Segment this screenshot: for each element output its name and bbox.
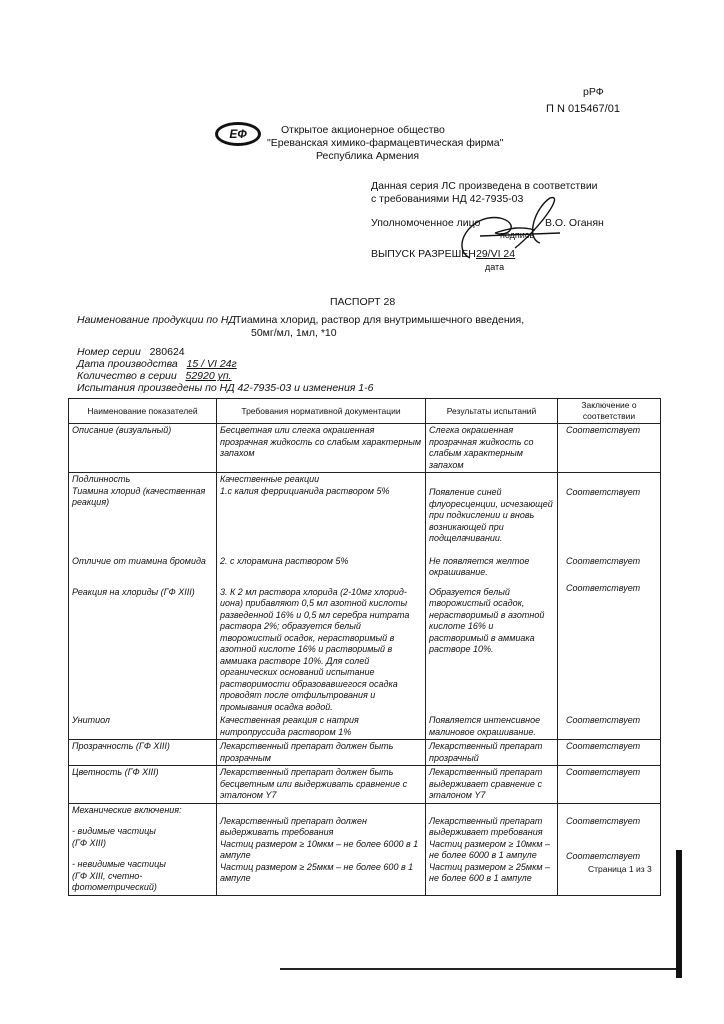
header-requirements: Требования нормативной документации	[217, 399, 426, 424]
cell-indicator: Подлинность Тиамина хлорид (качественная реакция)	[69, 473, 217, 555]
logo-text: ЕФ	[229, 127, 247, 141]
cell-requirement: Качественные реакции 1.с калия феррицианида раствором 5%	[217, 473, 426, 555]
company-line-2: "Ереванская химико-фармацевтическая фирма"	[267, 137, 504, 149]
release-date: 29/VI 24	[476, 248, 516, 260]
scan-edge	[676, 850, 682, 978]
header-indicator: Наименование показателей	[69, 399, 217, 424]
cell-requirement: 2. с хлорамина раствором 5%	[217, 555, 426, 583]
cell-requirement: 3. К 2 мл раствора хлорида (2-10мг хлорид-иона) прибавляют 0,5 мл азотной кислоты разведенной 16% и 0,5 мл серебра нитрата раствора 2%; образуется белый творожистый осадок, нерастворимый в азотной кислоте 16% и растворимый в аммиака растворе 10%. Для солей органических оснований испытание растворимости образовавшегося осадка проводят после отфильтрования и промывания осадка водой.	[217, 583, 426, 715]
mech-res-2: Частиц размером ≥ 10мкм – не более 6000 в 1 ампуле	[429, 838, 551, 860]
date-label: Дата производства	[77, 358, 178, 370]
product-line-2: 50мг/мл, 1мл, *10	[251, 327, 337, 339]
cell-result: Образуется белый творожистый осадок, нерастворимый в азотной кислоте 16% и растворимый в аммиака растворе 10%.	[426, 583, 558, 715]
registration-number: П N 015467/01	[546, 103, 620, 115]
header-conclusion: Заключение о соответствии	[558, 399, 661, 424]
batch-value: 280624	[149, 346, 185, 358]
authorized-label: Уполномоченное лицо	[371, 217, 481, 229]
cell-indicator: Цветность (ГФ XIII)	[69, 766, 217, 804]
cell-conclusion: Соответствует	[558, 766, 661, 804]
table-row-mechanical	[69, 803, 661, 895]
table-row	[69, 583, 661, 715]
cell-conclusion: Соответствует	[558, 424, 661, 473]
tests-line: Испытания произведены по НД 42-7935-03 и изменения 1-6	[77, 382, 374, 394]
mech-title: Механические включения:	[72, 804, 182, 815]
company-line-1: Открытое акционерное общество	[281, 124, 445, 136]
date-value: 15 / VI 24г	[186, 358, 237, 370]
cell-indicator: Прозрачность (ГФ XIII)	[69, 740, 217, 766]
cell-indicator: Реакция на хлориды (ГФ XIII)	[69, 583, 217, 715]
qty-value: 52920 уп.	[185, 370, 232, 382]
release-label: ВЫПУСК РАЗРЕШЕН	[371, 248, 476, 260]
cell-conclusion: Соответствует	[558, 583, 661, 715]
product-line-1: Тиамина хлорид, раствор для внутримышечного введения,	[235, 314, 525, 326]
table-row	[69, 555, 661, 583]
cell-result: Слегка окрашенная прозрачная жидкость со слабым характерным запахом	[426, 424, 558, 473]
bottom-rule	[280, 968, 680, 970]
cell-indicator	[69, 803, 217, 895]
cell-result: Лекарственный препарат выдерживает сравнение с эталоном Y7	[426, 766, 558, 804]
page-number: Страница 1 из 3	[588, 864, 652, 874]
mech-req-3: Частиц размером ≥ 25мкм – не более 600 в 1 ампуле	[220, 861, 414, 883]
table-row	[69, 473, 661, 555]
mech-visible: - видимые частицы (ГФ XIII)	[72, 826, 156, 848]
mech-invisible: - невидимые частицы (ГФ XIII, счетно-фотометрический)	[72, 859, 166, 892]
cell-result	[426, 803, 558, 895]
product-label: Наименование продукции по НД	[77, 314, 236, 326]
test-results-table	[68, 398, 661, 896]
cell-conclusion: Соответствует	[558, 740, 661, 766]
table-row	[69, 424, 661, 473]
mech-req-1: Лекарственный препарат должен выдерживать требования	[220, 815, 367, 837]
cell-requirement	[217, 803, 426, 895]
cell-result: Не появляется желтое окрашивание.	[426, 555, 558, 583]
cell-conclusion: Соответствует	[558, 555, 661, 583]
mech-res-3: Частиц размером ≥ 25мкм – не более 600 в 1 ампуле	[429, 861, 551, 883]
mech-res-1: Лекарственный препарат выдерживает требования	[429, 815, 543, 837]
cell-indicator: Отличие от тиамина бромида	[69, 555, 217, 583]
release-line-1: Данная серия ЛС произведена в соответствии	[371, 180, 598, 192]
cell-indicator: Унитиол	[69, 714, 217, 740]
date-caption: дата	[485, 262, 505, 272]
cell-conclusion: Соответствует	[558, 473, 661, 555]
passport-title: ПАСПОРТ 28	[330, 296, 396, 308]
signature-caption: подпись	[500, 230, 535, 240]
cell-requirement: Качественная реакция с натрия нитропруссида раствором 1%	[217, 714, 426, 740]
mech-req-2: Частиц размером ≥ 10мкм – не более 6000 в 1 ампуле	[220, 838, 419, 860]
rf-mark: рРФ	[583, 86, 604, 98]
table-row	[69, 740, 661, 766]
mech-concl-2: Соответствует	[566, 851, 641, 861]
cell-indicator: Описание (визуальный)	[69, 424, 217, 473]
batch-label: Номер серии	[77, 346, 141, 358]
qty-label: Количество в серии	[77, 370, 177, 382]
cell-conclusion: Соответствует	[558, 714, 661, 740]
company-line-3: Республика Армения	[316, 150, 420, 162]
cell-result: Появляется интенсивное малиновое окрашивание.	[426, 714, 558, 740]
cell-requirement: Лекарственный препарат должен быть прозрачным	[217, 740, 426, 766]
table-row	[69, 766, 661, 804]
cell-requirement: Бесцветная или слегка окрашенная прозрачная жидкость со слабым характерным запахом	[217, 424, 426, 473]
cell-result: Лекарственный препарат прозрачный	[426, 740, 558, 766]
cell-requirement: Лекарственный препарат должен быть бесцветным или выдерживать сравнение с эталоном Y7	[217, 766, 426, 804]
release-line-2: с требованиями НД 42-7935-03	[371, 193, 524, 205]
header-results: Результаты испытаний	[426, 399, 558, 424]
mech-concl-1: Соответствует	[566, 815, 641, 826]
table-row	[69, 714, 661, 740]
authorized-name: В.О. Оганян	[545, 217, 604, 229]
company-logo	[215, 122, 261, 146]
cell-conclusion	[558, 803, 661, 895]
cell-result: Появление синей флуоресценции, исчезающей при подкислении и вновь возникающей при подщелачивании.	[426, 473, 558, 555]
